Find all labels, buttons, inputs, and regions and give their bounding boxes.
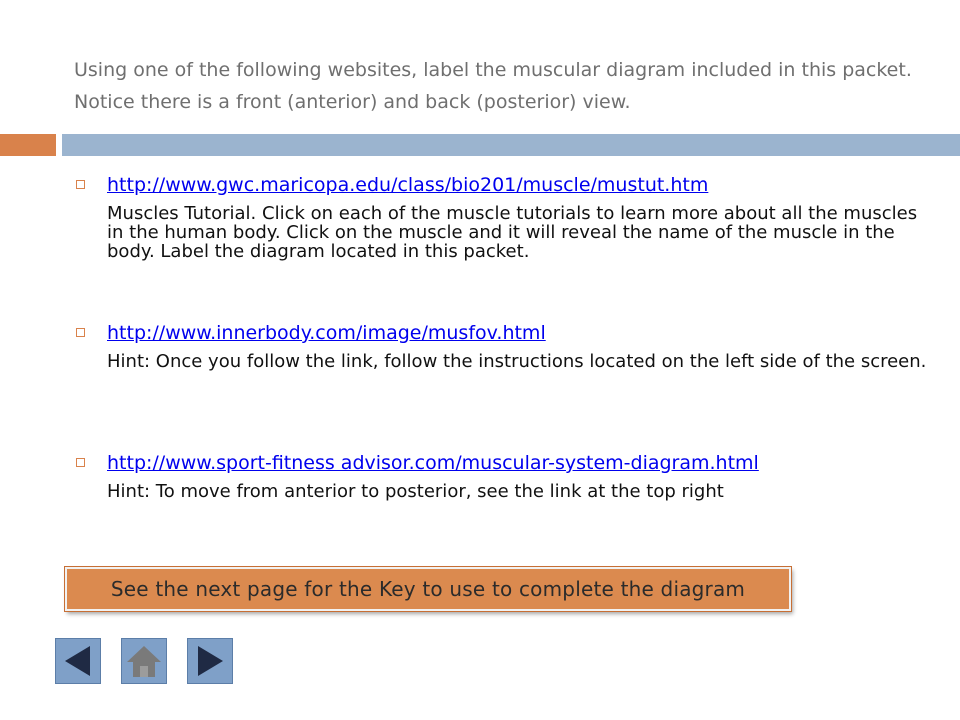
previous-slide-button[interactable] <box>55 638 101 684</box>
next-page-banner: See the next page for the Key to use to complete the diagram <box>65 567 791 611</box>
website-description: Hint: Once you follow the link, follow the instructions located on the left side of the screen. <box>107 351 927 372</box>
list-item <box>76 172 936 320</box>
triangle-left-icon <box>60 643 96 679</box>
list-item <box>76 450 936 530</box>
square-bullet-icon <box>76 458 85 467</box>
house-icon <box>125 642 163 680</box>
website-link[interactable]: http://www.innerbody.com/image/musfov.html <box>107 322 546 344</box>
triangle-right-icon <box>192 643 228 679</box>
square-bullet-icon <box>76 328 85 337</box>
website-list <box>76 172 936 530</box>
website-link[interactable]: http://www.sport-fitness advisor.com/muscular-system-diagram.html <box>107 452 759 474</box>
instructions-heading: Using one of the following websites, label the muscular diagram included in this packet. Notice there is a front (anterior) and back (posterior) view. <box>74 59 912 113</box>
website-link[interactable]: http://www.gwc.maricopa.edu/class/bio201/muscle/mustut.htm <box>107 174 709 196</box>
list-item <box>76 320 936 450</box>
square-bullet-icon <box>76 180 85 189</box>
home-button[interactable] <box>121 638 167 684</box>
header-rule-orange <box>0 134 56 156</box>
header-rule-blue <box>62 134 960 156</box>
website-description: Muscles Tutorial. Click on each of the muscle tutorials to learn more about all the muscles in the human body. Click on the muscle and it will reveal the name of the muscle in the body. Label the diagram located in this packet. <box>107 203 918 262</box>
next-slide-button[interactable] <box>187 638 233 684</box>
website-description: Hint: To move from anterior to posterior, see the link at the top right <box>107 481 724 502</box>
